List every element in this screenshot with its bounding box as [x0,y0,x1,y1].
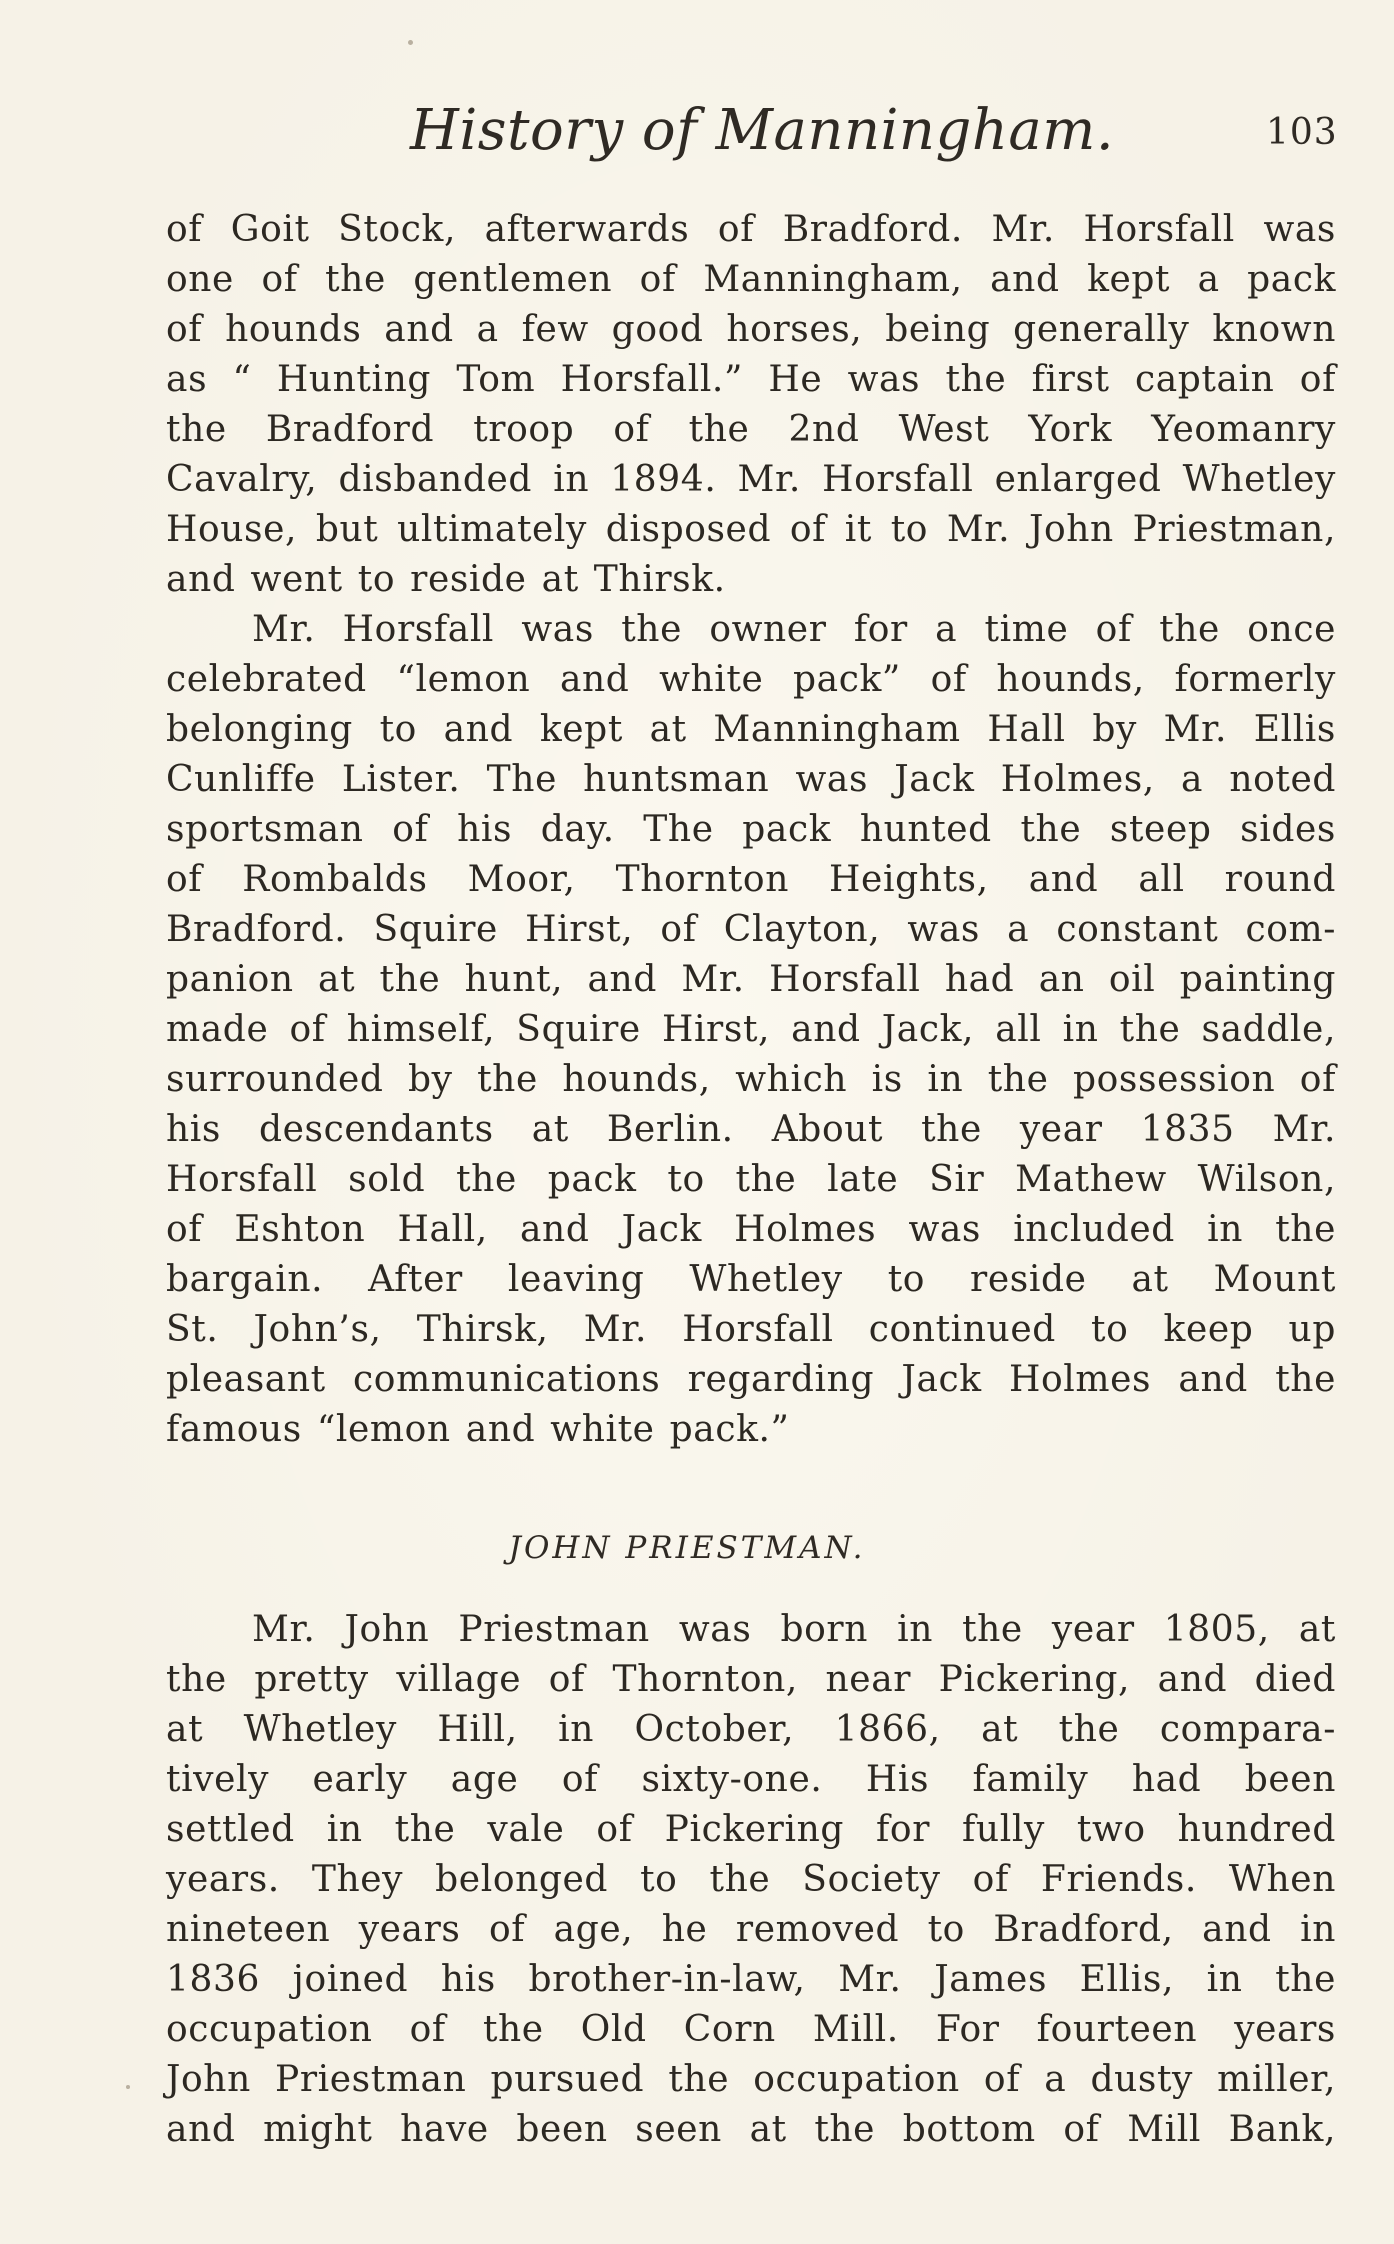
text-line: House, but ultimately disposed of it to Mr. John Priestman, [166,509,1336,550]
text-line: belonging to and kept at Manningham Hall by Mr. Ellis [166,709,1336,750]
section-heading-text: JOHN PRIESTMAN. [508,1530,866,1566]
text-line: celebrated “lemon and white pack” of hounds, formerly [166,659,1336,700]
page-number: 103 [1266,112,1338,153]
running-head [0,98,1394,178]
text-line: Mr. Horsfall was the owner for a time of the once [252,609,1336,650]
text-line: sportsman of his day. The pack hunted the steep sides [166,809,1336,850]
text-line: of hounds and a few good horses, being generally known [166,309,1336,350]
text-line: of Rombalds Moor, Thornton Heights, and all round [166,859,1336,900]
text-line: as “ Hunting Tom Horsfall.” He was the first captain of [166,359,1336,400]
text-line: surrounded by the hounds, which is in the possession of [166,1059,1336,1100]
text-line: and went to reside at Thirsk. [166,559,726,600]
text-line: John Priestman pursued the occupation of a dusty miller, [166,2059,1336,2100]
text-line: pleasant communications regarding Jack Holmes and the [166,1359,1336,1400]
section-heading [0,1530,1394,1566]
text-line: Horsfall sold the pack to the late Sir Mathew Wilson, [166,1159,1336,1200]
text-line: occupation of the Old Corn Mill. For fourteen years [166,2009,1336,2050]
paragraph-lemon-and-white-pack [166,605,1336,1455]
text-line: Cunliffe Lister. The huntsman was Jack Holmes, a noted [166,759,1336,800]
text-line: Mr. John Priestman was born in the year 1805, at [252,1609,1336,1650]
text-line: of Eshton Hall, and Jack Holmes was included in the [166,1209,1336,1250]
text-line: 1836 joined his brother-in-law, Mr. James Ellis, in the [166,1959,1336,2000]
text-line: one of the gentlemen of Manningham, and kept a pack [166,259,1336,300]
text-line: and might have been seen at the bottom of Mill Bank, [166,2109,1336,2150]
text-line: made of himself, Squire Hirst, and Jack, all in the saddle, [166,1009,1336,1050]
text-line: years. They belonged to the Society of Friends. When [166,1859,1336,1900]
text-line: Cavalry, disbanded in 1894. Mr. Horsfall enlarged Whetley [166,459,1336,500]
text-line: of Goit Stock, afterwards of Bradford. Mr. Horsfall was [166,209,1336,250]
running-title: History of Manningham. [410,98,1115,163]
text-line: the pretty village of Thornton, near Pickering, and died [166,1659,1336,1700]
text-line: settled in the vale of Pickering for fully two hundred [166,1809,1336,1850]
paper-speck [126,2085,130,2089]
text-line: tively early age of sixty-one. His family had been [166,1759,1336,1800]
text-line: the Bradford troop of the 2nd West York Yeomanry [166,409,1336,450]
paragraph-horsfall-intro [166,205,1336,605]
paper-speck [408,40,413,45]
paragraph-john-priestman [166,1605,1336,2155]
text-line: nineteen years of age, he removed to Bradford, and in [166,1909,1336,1950]
text-line: panion at the hunt, and Mr. Horsfall had an oil painting [166,959,1336,1000]
text-line: Bradford. Squire Hirst, of Clayton, was a constant com- [166,909,1336,950]
text-line: at Whetley Hill, in October, 1866, at the compara- [166,1709,1336,1750]
text-line: bargain. After leaving Whetley to reside at Mount [166,1259,1336,1300]
text-line: famous “lemon and white pack.” [166,1409,790,1450]
text-line: his descendants at Berlin. About the year 1835 Mr. [166,1109,1336,1150]
text-line: St. John’s, Thirsk, Mr. Horsfall continued to keep up [166,1309,1336,1350]
